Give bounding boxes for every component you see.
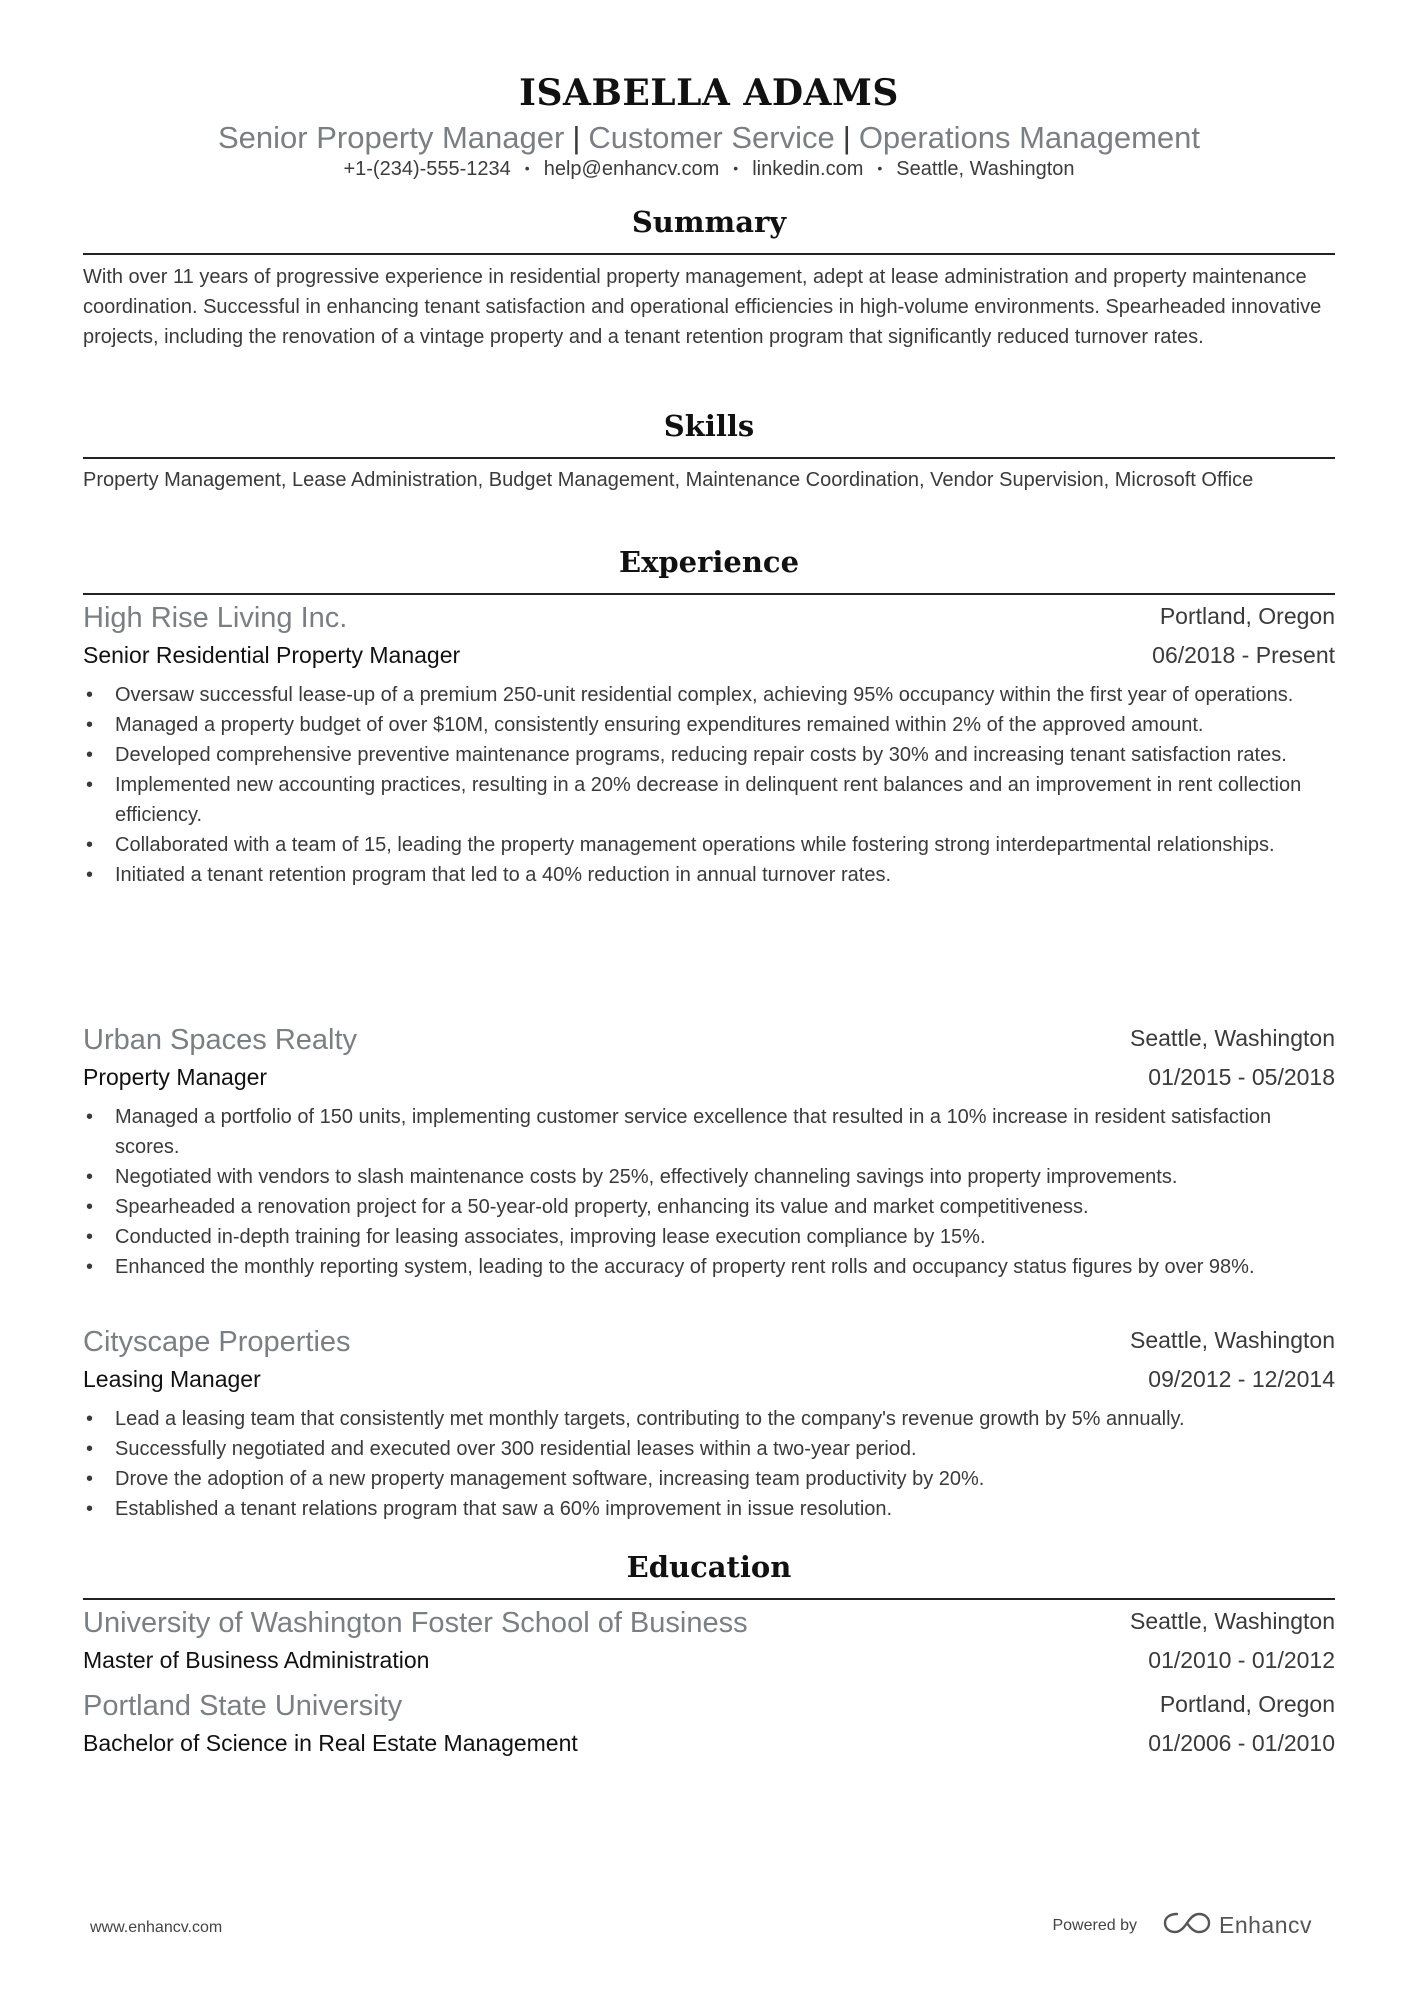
- list-item: • Negotiated with vendors to slash maintenance costs by 25%, effectively channeling savings into property improvements.: [83, 1162, 1335, 1192]
- list-item: • Managed a property budget of over $10M, consistently ensuring expenditures remained within 2% of the approved amount.: [83, 710, 1335, 740]
- brand-name[interactable]: Enhancv: [1218, 1912, 1312, 1938]
- job-dates: 06/2018 - Present: [1152, 642, 1335, 668]
- list-item: • Initiated a tenant retention program that led to a 40% reduction in annual turnover rates.: [83, 860, 1335, 890]
- list-item: • Established a tenant relations program that saw a 60% improvement in issue resolution.: [83, 1494, 1335, 1524]
- job-title: Property Manager: [83, 1064, 268, 1090]
- summary-text: With over 11 years of progressive experience in residential property management, adept at lease administration and property maintenance coordination. Successful in enhancing tenant satisfaction and operational efficiencies in high-volume environments. Spearheaded innovative projects, including the renovation of a vintage property and a tenant retention program that significantly reduced turnover rates.: [83, 266, 1322, 348]
- footer-branding: [1052, 1910, 1312, 1941]
- contact-separator: •: [524, 160, 530, 176]
- list-item: • Oversaw successful lease-up of a premium 250-unit residential complex, achieving 95% occupancy within the first year of operations.: [83, 680, 1335, 710]
- section-divider: [83, 253, 1335, 255]
- school-location: Portland, Oregon: [1159, 1691, 1335, 1717]
- section-divider: [83, 457, 1335, 459]
- school-location: Seattle, Washington: [1130, 1608, 1335, 1634]
- candidate-name: ISABELLA ADAMS: [519, 72, 899, 114]
- list-item: • Enhanced the monthly reporting system, leading to the accuracy of property rent rolls and occupancy status figures by over 98%.: [83, 1252, 1335, 1282]
- list-item: • Drove the adoption of a new property management software, increasing team productivity by 20%.: [83, 1464, 1335, 1494]
- list-item: • Managed a portfolio of 150 units, implementing customer service excellence that resulted in a 10% increase in resident satisfaction scores.: [83, 1102, 1335, 1162]
- headline-item: Senior Property Manager: [217, 120, 565, 155]
- job-dates: 01/2015 - 05/2018: [1148, 1064, 1335, 1090]
- enhancv-logo-icon: [1163, 1910, 1211, 1941]
- summary-heading: Summary: [631, 205, 787, 239]
- list-item: • Spearheaded a renovation project for a 50-year-old property, enhancing its value and market competitiveness.: [83, 1192, 1335, 1222]
- headline-separator: |: [842, 120, 851, 155]
- job-bullets: [83, 680, 1335, 890]
- job-location: Seattle, Washington: [1130, 1025, 1335, 1051]
- list-item: • Conducted in-depth training for leasing associates, improving lease execution compliance by 15%.: [83, 1222, 1335, 1252]
- job-location: Seattle, Washington: [1130, 1327, 1335, 1353]
- degree: Bachelor of Science in Real Estate Management: [83, 1730, 578, 1756]
- education-heading: Education: [626, 1550, 792, 1584]
- company-name: Cityscape Properties: [83, 1326, 351, 1358]
- section-divider: [83, 593, 1335, 595]
- phone: +1-(234)-555-1234: [343, 158, 511, 180]
- contact-line: [83, 158, 1335, 181]
- footer-website-link[interactable]: www.enhancv.com: [90, 1919, 223, 1936]
- contact-separator: •: [733, 160, 739, 176]
- list-item: • Successfully negotiated and executed over 300 residential leases within a two-year period.: [83, 1434, 1335, 1464]
- list-item: • Implemented new accounting practices, resulting in a 20% decrease in delinquent rent balances and an improvement in rent collection efficiency.: [83, 770, 1335, 830]
- degree: Master of Business Administration: [83, 1647, 430, 1673]
- skills-text: Property Management, Lease Administration, Budget Management, Maintenance Coordination, Vendor Supervision, Microsoft Office: [83, 469, 1254, 491]
- linkedin-link[interactable]: linkedin.com: [752, 158, 864, 180]
- skills-heading: Skills: [663, 409, 755, 443]
- location: Seattle, Washington: [896, 158, 1075, 180]
- job-bullets: [83, 1404, 1335, 1524]
- headline-item: Customer Service: [588, 120, 835, 155]
- list-item: • Collaborated with a team of 15, leading the property management operations while fostering strong interdepartmental relationships.: [83, 830, 1335, 860]
- job-bullets: [83, 1102, 1335, 1282]
- headline-item: Operations Management: [858, 120, 1201, 155]
- experience-heading: Experience: [618, 545, 800, 579]
- email-link[interactable]: help@enhancv.com: [543, 158, 720, 180]
- headline-separator: |: [572, 120, 581, 155]
- contact-separator: •: [877, 160, 883, 176]
- education-dates: 01/2010 - 01/2012: [1148, 1647, 1335, 1673]
- school-name: University of Washington Foster School of Business: [83, 1607, 748, 1639]
- section-divider: [83, 1598, 1335, 1600]
- company-name: High Rise Living Inc.: [83, 602, 348, 634]
- job-title: Leasing Manager: [83, 1366, 261, 1392]
- list-item: • Lead a leasing team that consistently met monthly targets, contributing to the company's revenue growth by 5% annually.: [83, 1404, 1335, 1434]
- powered-by-label: Powered by: [1052, 1916, 1137, 1934]
- job-location: Portland, Oregon: [1159, 603, 1335, 629]
- company-name: Urban Spaces Realty: [83, 1024, 358, 1056]
- headline: [83, 120, 1335, 156]
- list-item: • Developed comprehensive preventive maintenance programs, reducing repair costs by 30% and increasing tenant satisfaction rates.: [83, 740, 1335, 770]
- school-name: Portland State University: [83, 1690, 403, 1722]
- education-dates: 01/2006 - 01/2010: [1148, 1730, 1335, 1756]
- job-title: Senior Residential Property Manager: [83, 642, 461, 668]
- job-dates: 09/2012 - 12/2014: [1148, 1366, 1335, 1392]
